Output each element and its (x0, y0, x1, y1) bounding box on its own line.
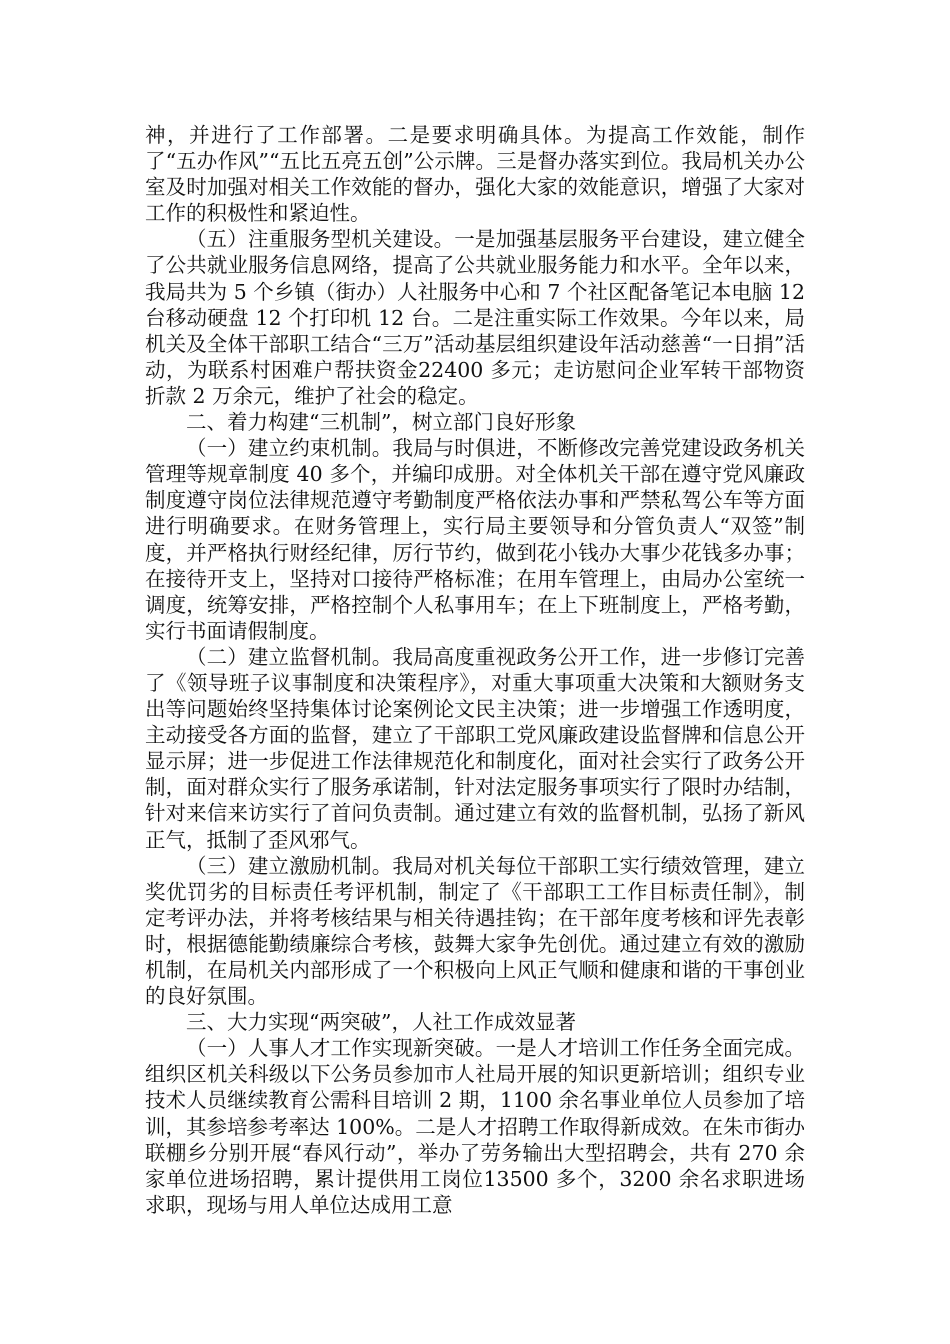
paragraph-2: （五）注重服务型机关建设。一是加强基层服务平台建设，建立健全了公共就业服务信息网络，提高了公共就业服务能力和水平。全年以来，我局共为 5 个乡镇（街办）人社服务中心和 7 个社区配备笔记本电脑 12 台移动硬盘 12 个打印机 12 台。二是注重实际工作效果。今年以来，局机关及全体干部职工结合“三万”活动基层组织建设年活动慈善“一日捐”活动，为联系村困难户帮扶资金22400 多元；走访慰问企业军转干部物资折款 2 万余元，维护了社会的稳定。 (145, 227, 805, 408)
section-heading-2: 二、着力构建“三机制”，树立部门良好形象 (186, 410, 576, 435)
paragraph-6: （一）人事人才工作实现新突破。一是人才培训工作任务全面完成。组织区机关科级以下公务员参加市人社局开展的知识更新培训；组织专业技术人员继续教育公需科目培训 2 期，1100 余名事业单位人员参加了培训，其参培参考率达 100%。二是人才招聘工作取得新成效。在朱市街办联棚乡分别开展“春风行动”，举办了劳务输出大型招聘会，共有 270 余家单位进场招聘，累计提供用工岗位13500 多个，3200 余名求职进场求职，现场与用人单位达成用工意 (145, 1036, 805, 1217)
paragraph-1: 神，并进行了工作部署。二是要求明确具体。为提高工作效能，制作了“五办作风”“五比五亮五创”公示牌。三是督办落实到位。我局机关办公室及时加强对相关工作效能的督办，强化大家的效能意识，增强了大家对工作的积极性和紧迫性。 (145, 123, 805, 226)
paragraph-4: （二）建立监督机制。我局高度重视政务公开工作，进一步修订完善了《领导班子议事制度和决策程序》，对重大事项重大决策和大额财务支出等问题始终坚持集体讨论案例论文民主决策；进一步增强工作透明度，主动接受各方面的监督，建立了干部职工党风廉政建设监督牌和信息公开显示屏；进一步促进工作法律规范化和制度化，面对社会实行了政务公开制，面对群众实行了服务承诺制，针对法定服务事项实行了限时办结制，针对来信来访实行了首问负责制。通过建立有效的监督机制，弘扬了新风正气，抵制了歪风邪气。 (145, 644, 805, 852)
paragraph-5: （三）建立激励机制。我局对机关每位干部职工实行绩效管理，建立奖优罚劣的目标责任考评机制，制定了《干部职工工作目标责任制》，制定考评办法，并将考核结果与相关待遇挂钩；在干部年度考核和评先表彰时，根据德能勤绩廉综合考核，鼓舞大家争先创优。通过建立有效的激励机制，在局机关内部形成了一个积极向上风正气顺和健康和谐的干事创业的良好氛围。 (145, 853, 805, 1009)
paragraph-3: （一）建立约束机制。我局与时俱进，不断修改完善党建设政务机关管理等规章制度 40 多个，并编印成册。对全体机关干部在遵守党风廉政制度遵守岗位法律规范遵守考勤制度严格依法办事和严禁私驾公车等方面进行明确要求。在财务管理上，实行局主要领导和分管负责人“双签”制度，并严格执行财经纪律，厉行节约，做到花小钱办大事少花钱多办事；在接待开支上，坚持对口接待严格标准；在用车管理上，由局办公室统一调度，统筹安排，严格控制个人私事用车；在上下班制度上，严格考勤，实行书面请假制度。 (145, 436, 805, 643)
document-body (145, 122, 805, 1218)
section-heading-3: 三、大力实现“两突破”，人社工作成效显著 (186, 1010, 576, 1035)
